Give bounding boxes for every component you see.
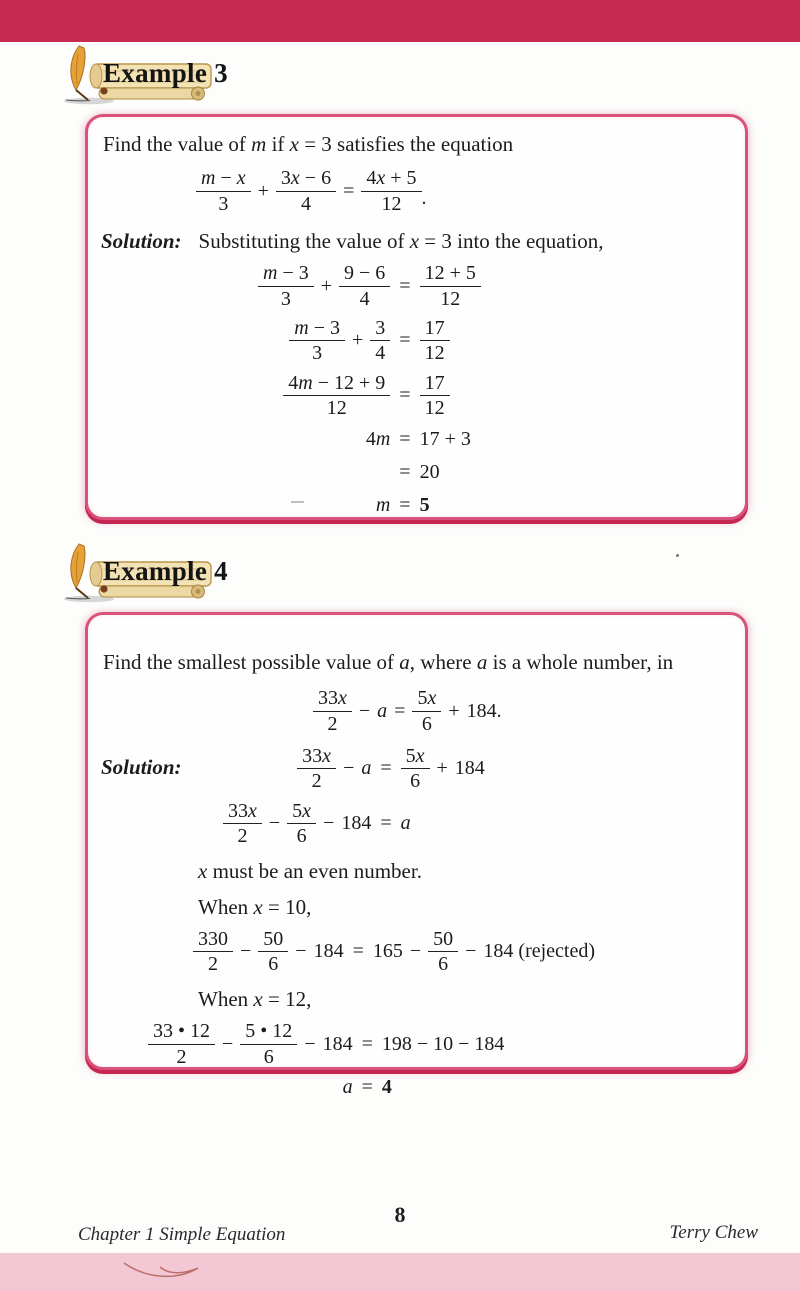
equals-sign: = (399, 274, 411, 297)
math-text: 17 + 3 (419, 428, 471, 451)
math-text: When (198, 986, 254, 1011)
math-text: 184 (322, 1032, 353, 1055)
math-text: a (342, 1076, 353, 1099)
math-text: + (352, 329, 364, 352)
numerator (196, 167, 251, 191)
numerator (240, 1020, 297, 1044)
equals-sign: = (352, 940, 364, 963)
fraction (370, 317, 390, 365)
math-text: 6 (438, 953, 449, 976)
math-text: 12 (326, 397, 347, 420)
fraction (420, 317, 450, 365)
denominator (297, 769, 336, 792)
fraction (240, 1020, 297, 1068)
math-text: − (343, 757, 355, 780)
denominator (361, 192, 421, 215)
math-text: Substituting the value of (198, 229, 410, 254)
math-text: 12 (424, 397, 445, 420)
math-text: 184 (454, 757, 485, 780)
example3-title: Example 3 (103, 58, 228, 88)
math-text: 4 (381, 1076, 392, 1099)
fraction (420, 372, 450, 420)
math-text: = (343, 179, 355, 202)
numerator (283, 372, 390, 396)
example4-steps-c (148, 1020, 504, 1101)
math-text: Find the smallest possible value of (103, 650, 400, 674)
equation-lhs (258, 493, 390, 519)
math-text: + (320, 274, 333, 297)
math-text: x (427, 687, 437, 710)
denominator (420, 287, 481, 310)
fraction (361, 167, 421, 215)
math-text: . (421, 187, 427, 210)
numerator (370, 317, 390, 341)
example3-box (85, 114, 748, 520)
equation-lhs (148, 1075, 353, 1101)
example3-steps (258, 262, 481, 518)
numerator (412, 687, 441, 711)
numerator (420, 262, 481, 286)
numerator (361, 167, 421, 191)
fraction (196, 167, 251, 215)
equation-lhs (223, 800, 371, 848)
equals-sign: = (399, 329, 411, 352)
math-text: 33 (302, 745, 323, 768)
math-text: m (375, 494, 391, 517)
equation-rhs (420, 317, 481, 365)
equation-rhs (420, 262, 481, 310)
math-text: 3 (280, 287, 291, 310)
math-text: 12 (424, 342, 445, 365)
footer-author: Terry Chew (669, 1222, 758, 1243)
equation-rhs (420, 427, 481, 453)
equation-rhs (373, 928, 595, 976)
math-text: 17 (424, 371, 445, 394)
math-text: x (289, 132, 299, 156)
math-text: x (253, 894, 263, 919)
denominator (412, 712, 441, 735)
math-text: is a whole number, in (487, 650, 674, 674)
equals-sign: = (399, 428, 411, 451)
math-text: x (302, 799, 312, 822)
math-text: 4 (359, 287, 370, 310)
equation-rhs (382, 1075, 505, 1101)
math-text: 3 (375, 317, 386, 340)
math-text: , where (409, 650, 477, 674)
math-text: 6 (421, 712, 432, 735)
denominator (223, 824, 262, 847)
math-text: x (338, 687, 347, 710)
math-text: x (248, 799, 257, 822)
math-text: 165 (372, 940, 403, 963)
math-text: = 3 into the equation, (419, 229, 604, 254)
math-text: 2 (327, 712, 338, 735)
top-color-band (0, 0, 800, 42)
math-text: = 12, (262, 986, 312, 1011)
math-text: = 3 satisfies the equation (298, 132, 514, 156)
numerator (276, 167, 336, 191)
math-text: − (358, 699, 371, 722)
scan-artifact (291, 501, 304, 503)
math-text: x (409, 229, 420, 254)
math-text: + (448, 699, 460, 722)
denominator (420, 396, 450, 419)
example4-when-x10 (198, 894, 745, 920)
math-text: 184 (rejected) (483, 940, 596, 963)
math-text: 2 (311, 770, 322, 793)
math-text: m (375, 428, 391, 451)
fraction (258, 262, 314, 310)
numerator (258, 262, 314, 286)
math-text: x (198, 858, 208, 883)
numerator (148, 1020, 215, 1044)
math-text: − (222, 1032, 234, 1055)
math-text: 3 (280, 167, 291, 190)
denominator (370, 341, 390, 364)
denominator (287, 824, 316, 847)
equation-lhs (258, 460, 390, 486)
math-text: 5 (405, 745, 416, 768)
math-text: a (377, 699, 388, 722)
equals-sign: = (380, 757, 392, 780)
numerator (258, 928, 288, 952)
math-text: 4 (375, 342, 386, 365)
equals-sign: = (399, 494, 411, 517)
math-text: x (322, 745, 332, 768)
denominator (428, 952, 458, 975)
denominator (276, 192, 336, 215)
math-text: When (198, 894, 254, 919)
math-text: 17 (424, 317, 445, 340)
equation-lhs (223, 745, 371, 793)
denominator (339, 287, 390, 310)
numerator (401, 745, 430, 769)
math-text: Find the value of (103, 132, 252, 156)
math-text: + 5 (385, 167, 417, 190)
fraction (258, 928, 288, 976)
math-text: 2 (176, 1045, 187, 1068)
numerator (287, 800, 316, 824)
math-text: 4 (288, 371, 299, 394)
equation-rhs (420, 372, 481, 420)
example4-when-x12 (198, 986, 745, 1012)
math-text: a (361, 757, 372, 780)
math-text: 2 (237, 825, 248, 848)
math-text: 184. (466, 699, 502, 722)
example3-solution-intro (199, 228, 604, 254)
math-text: − (465, 940, 477, 963)
example3-problem-equation (196, 167, 427, 215)
example4-steps-b (193, 928, 595, 976)
math-text: a (399, 650, 410, 674)
numerator (193, 928, 233, 952)
equation-rhs (420, 493, 481, 519)
math-text: + (257, 179, 269, 202)
page-number: 8 (394, 1202, 406, 1227)
fraction (401, 745, 430, 793)
fraction (283, 372, 390, 420)
math-text: x (253, 986, 263, 1011)
math-text: 33 (318, 687, 338, 710)
math-text: 4 (365, 428, 376, 451)
math-text: 6 (268, 953, 279, 976)
example4-header (63, 542, 383, 610)
denominator (148, 1045, 215, 1068)
numerator (297, 745, 336, 769)
fraction (428, 928, 458, 976)
math-text: a (476, 650, 488, 674)
solution-label: Solution: (101, 755, 182, 779)
example4-title: Example 4 (103, 556, 228, 586)
numerator (313, 687, 352, 711)
numerator (420, 372, 450, 396)
math-text: a (400, 812, 411, 835)
math-text: 184 (341, 812, 372, 835)
math-text: 330 (198, 928, 228, 951)
fraction (289, 317, 345, 365)
fraction (339, 262, 390, 310)
math-text: 5 (419, 494, 430, 517)
numerator (289, 317, 345, 341)
math-text: − (240, 940, 252, 963)
math-text: 5 (417, 687, 428, 710)
math-text: 5 • 12 (245, 1020, 293, 1043)
math-text: − 3 (277, 262, 309, 285)
math-text: x (290, 167, 300, 190)
denominator (240, 1045, 297, 1068)
denominator (283, 396, 390, 419)
denominator (401, 769, 430, 792)
math-text: 9 − 6 (344, 262, 386, 285)
math-text: 33 • 12 (153, 1020, 211, 1043)
fraction (148, 1020, 215, 1068)
math-text: 12 (440, 287, 461, 310)
equation-rhs (401, 745, 485, 793)
math-text: − (215, 167, 237, 190)
numerator (420, 317, 450, 341)
math-text: 6 (410, 770, 421, 793)
math-text: x (376, 167, 386, 190)
math-text: must be an even number. (207, 858, 422, 883)
equation-lhs (193, 928, 344, 976)
math-text: − (295, 940, 307, 963)
math-text: x (236, 167, 246, 190)
math-text: m (201, 167, 216, 190)
math-text: 5 (292, 799, 303, 822)
math-text: m (298, 371, 313, 394)
math-text: x (415, 745, 425, 768)
math-text: + (436, 757, 448, 780)
math-text: 50 (433, 928, 454, 951)
math-text: − (409, 940, 422, 963)
example4-even-note (198, 858, 745, 884)
equation-lhs (258, 372, 390, 420)
fraction (287, 800, 316, 848)
math-text: 4 (366, 167, 377, 190)
example4-box (85, 612, 748, 1099)
math-text: 3 (312, 342, 323, 365)
math-text: 12 (381, 192, 402, 215)
equals-sign: = (380, 812, 392, 835)
denominator (193, 952, 233, 975)
example4-problem-text (103, 649, 727, 675)
example4-steps-a (223, 745, 485, 848)
math-text: 50 (263, 928, 284, 951)
denominator (196, 192, 251, 215)
equation-rhs (420, 460, 481, 486)
fraction (276, 167, 336, 215)
denominator (420, 341, 450, 364)
math-text: − (304, 1032, 316, 1055)
denominator (289, 341, 345, 364)
math-text: − 6 (299, 167, 332, 190)
math-text: = (394, 699, 406, 722)
solution-label: Solution: (101, 229, 182, 254)
fraction (412, 687, 441, 735)
equation-rhs (382, 1031, 505, 1057)
example3-solution-row (101, 228, 745, 254)
example4-problem-equation (313, 687, 502, 735)
math-text: 184 (313, 940, 344, 963)
equals-sign: = (399, 461, 411, 484)
fraction (223, 800, 262, 848)
math-text: 3 (218, 192, 229, 215)
fraction (420, 262, 481, 310)
math-text: 20 (419, 461, 440, 484)
math-text: 4 (300, 192, 311, 215)
example3-header (63, 44, 383, 112)
equals-sign: = (361, 1076, 373, 1099)
equation-lhs (258, 317, 390, 365)
equation-rhs (401, 811, 485, 837)
numerator (428, 928, 458, 952)
math-text: − 12 + 9 (312, 371, 386, 394)
math-text: − 3 (308, 317, 341, 340)
denominator (258, 287, 314, 310)
math-text: 12 + 5 (424, 262, 476, 285)
fraction (193, 928, 233, 976)
fraction (313, 687, 352, 735)
equation-lhs (258, 262, 390, 310)
math-text: 33 (228, 799, 248, 822)
fraction (297, 745, 336, 793)
math-text: if (266, 132, 290, 156)
denominator (313, 712, 352, 735)
example3-problem-text (103, 131, 727, 157)
math-text: 198 − 10 − 184 (381, 1032, 505, 1055)
denominator (258, 952, 288, 975)
math-text: m (263, 262, 278, 285)
numerator (339, 262, 390, 286)
equation-lhs (258, 427, 390, 453)
pencil-mark (110, 1255, 270, 1285)
numerator (223, 800, 262, 824)
equals-sign: = (399, 384, 411, 407)
math-text: 6 (263, 1045, 274, 1068)
math-text: m (294, 317, 309, 340)
equals-sign: = (361, 1032, 373, 1055)
math-text: 2 (208, 953, 218, 976)
math-text: = 10, (262, 894, 312, 919)
footer-chapter-title: Chapter 1 Simple Equation (78, 1224, 286, 1245)
equation-lhs (148, 1020, 353, 1068)
math-text: − (323, 812, 335, 835)
math-text: m (251, 132, 267, 156)
scan-artifact (676, 554, 679, 557)
math-text: − (268, 812, 281, 835)
math-text: 6 (296, 825, 307, 848)
